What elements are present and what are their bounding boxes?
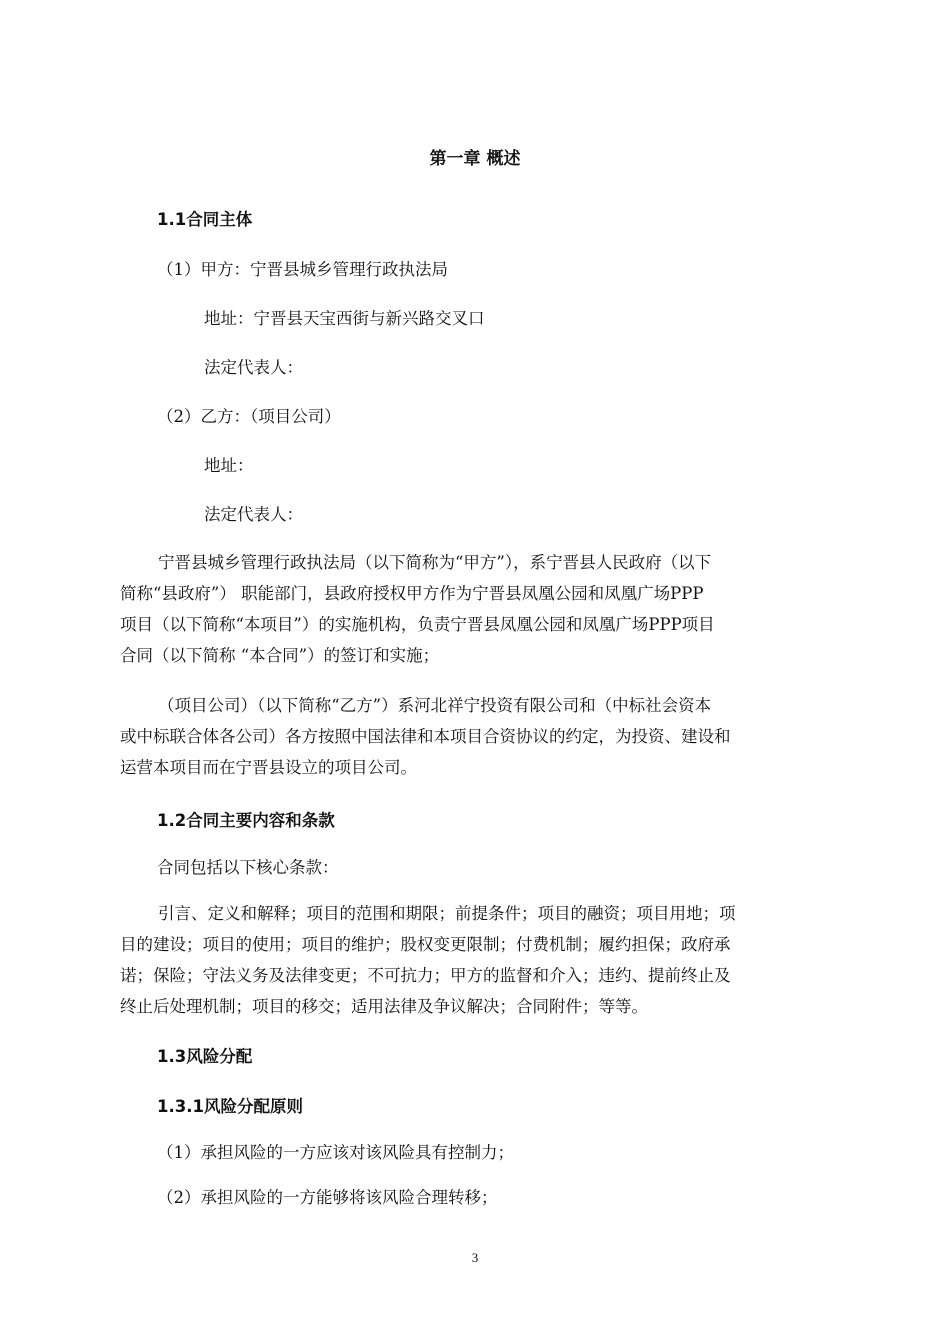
paragraph-line: 宁晋县城乡管理行政执法局（以下简称为“甲方”），系宁晋县人民政府（以下 [158, 553, 712, 572]
paragraph-core-clauses [120, 898, 832, 1022]
paragraph-line: 简称“县政府”） 职能部门，县政府授权甲方作为宁晋县凤凰公园和凤凰广场PPP [120, 584, 704, 603]
core-clauses-intro: 合同包括以下核心条款： [157, 858, 339, 877]
paragraph-line: 或中标联合体各公司）各方按照中国法律和本项目合资协议的约定，为投资、建设和 [120, 727, 731, 746]
paragraph-line: 引言、定义和解释；项目的范围和期限；前提条件；项目的融资；项目用地；项 [158, 904, 736, 923]
paragraph-line: 终止后处理机制；项目的移交；适用法律及争议解决；合同附件；等等。 [120, 997, 648, 1016]
party-a-line: （1）甲方：宁晋县城乡管理行政执法局 [157, 260, 448, 279]
paragraph-line: 合同（以下简称 “本合同”）的签订和实施； [120, 646, 440, 665]
section-heading-1-1: 1.1合同主体 [157, 210, 253, 229]
section-heading-1-2: 1.2合同主要内容和条款 [157, 811, 335, 830]
paragraph-line: 诺；保险；守法义务及法律变更；不可抗力；甲方的监督和介入；违约、提前终止及 [120, 966, 731, 985]
party-b-representative: 法定代表人： [204, 505, 303, 524]
section-heading-1-3-1: 1.3.1风险分配原则 [157, 1097, 303, 1116]
paragraph-line: 目的建设；项目的使用；项目的维护；股权变更限制；付费机制；履约担保；政府承 [120, 935, 731, 954]
paragraph-line: 运营本项目而在宁晋县设立的项目公司。 [120, 758, 417, 777]
paragraph-party-a-description [120, 547, 832, 671]
section-heading-1-3: 1.3风险分配 [157, 1047, 253, 1066]
paragraph-party-b-description [120, 690, 832, 783]
chapter-title: 第一章 概述 [429, 149, 521, 169]
party-b-line: （2）乙方：（项目公司） [157, 407, 341, 426]
party-a-address: 地址：宁晋县天宝西街与新兴路交叉口 [204, 309, 485, 328]
party-a-representative: 法定代表人： [204, 358, 303, 377]
principle-2: （2）承担风险的一方能够将该风险合理转移； [157, 1188, 498, 1207]
paragraph-line: （项目公司）（以下简称“乙方”）系河北祥宁投资有限公司和（中标社会资本 [158, 696, 712, 715]
page-number: 3 [471, 1250, 479, 1265]
party-b-address: 地址： [204, 456, 254, 475]
paragraph-line: 项目（以下简称“本项目”）的实施机构，负责宁晋县凤凰公园和凤凰广场PPP项目 [120, 615, 715, 634]
principle-1: （1）承担风险的一方应该对该风险具有控制力； [157, 1143, 514, 1162]
